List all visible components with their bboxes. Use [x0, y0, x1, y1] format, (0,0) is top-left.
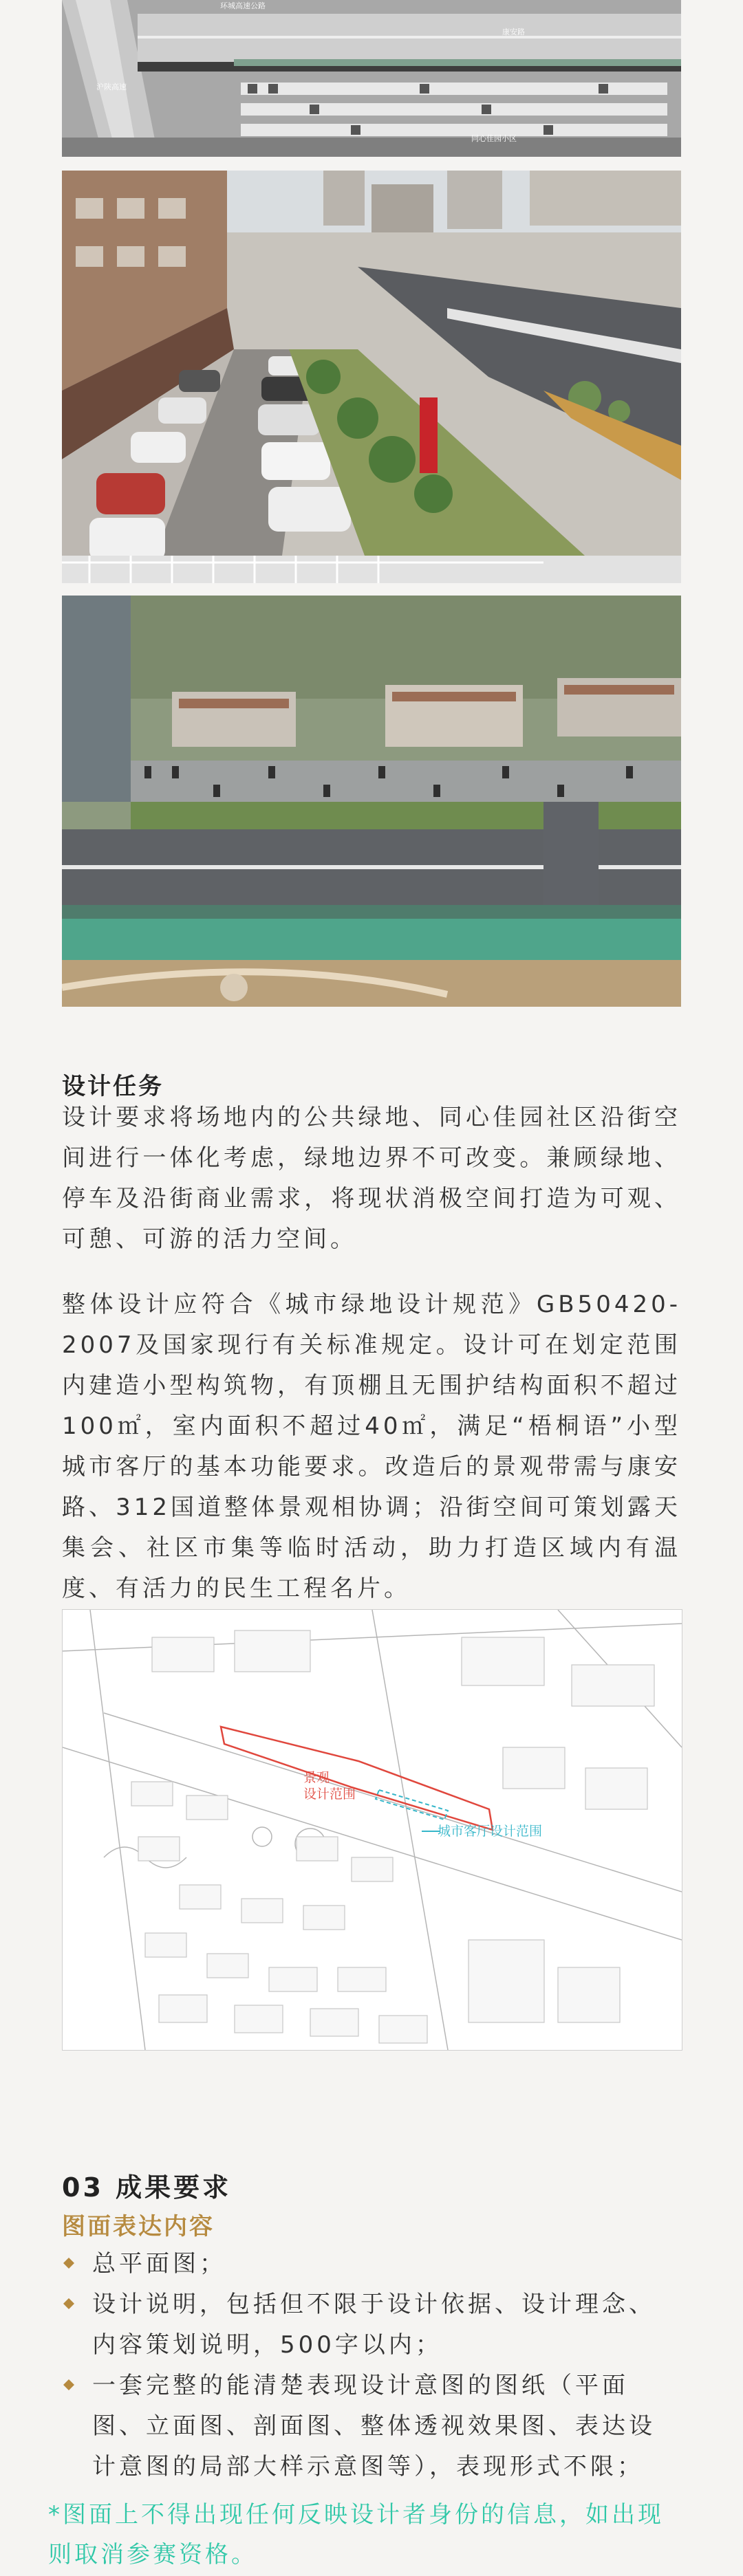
site-plan-drawing [62, 1609, 682, 2051]
plan-label-parlor: 城市客厅设计范围 [438, 1824, 543, 1839]
design-task-paragraph-2: 整体设计应符合《城市绿地设计规范》GB50420-2007及国家现行有关标准规定。设计可在划定范围内建造小型构筑物，有顶棚且无围护结构面积不超过100㎡，室内面积不超过40㎡，满足“梧桐语”小型城市客厅的基本功能要求。改造后的景观带需与康安路、312国道整体景观相协调；沿街空间可策划露天集会、社区市集等临时活动，助力打造区域内有温度、有活力的民生工程名片。 [62, 1291, 681, 1602]
bullet-icon [63, 2379, 74, 2390]
bullet-icon [63, 2258, 74, 2269]
map-label-hurong: 沪陕高速 [96, 83, 127, 91]
map-label-community: 同心佳园小区 [471, 134, 517, 143]
map-label-kangan: 康安路 [502, 28, 525, 36]
bullet-icon [63, 2298, 74, 2309]
results-list [62, 2244, 681, 2487]
plan-label-scope-2: 设计范围 [303, 1787, 356, 1802]
list-item: 设计说明，包括但不限于设计依据、设计理念、内容策划说明，500字以内； [62, 2284, 681, 2366]
aerial-community-photo [62, 596, 681, 1007]
street-parking-photo [62, 171, 681, 583]
list-item: 一套完整的能清楚表现设计意图的图纸（平面图、立面图、剖面图、整体透视效果图、表达设计意图的局部大样示意图等），表现形式不限； [62, 2366, 681, 2487]
design-task-title: 设计任务 [62, 1073, 164, 1100]
results-subtitle: 图面表达内容 [62, 2213, 215, 2240]
disqualification-note: *图面上不得出现任何反映设计者身份的信息，如出现则取消参赛资格。 [48, 2501, 664, 2568]
results-title: 03 成果要求 [62, 2172, 232, 2203]
aerial-map-photo [62, 0, 681, 157]
design-task-paragraph-1: 设计要求将场地内的公共绿地、同心佳园社区沿街空间进行一体化考虑，绿地边界不可改变。兼顾绿地、停车及沿街商业需求，将现状消极空间打造为可观、可憩、可游的活力空间。 [62, 1104, 681, 1253]
plan-label-scope-1: 景观 [303, 1770, 330, 1785]
map-label-top-road: 环城高速公路 [220, 1, 266, 10]
list-item: 总平面图； [62, 2244, 681, 2284]
